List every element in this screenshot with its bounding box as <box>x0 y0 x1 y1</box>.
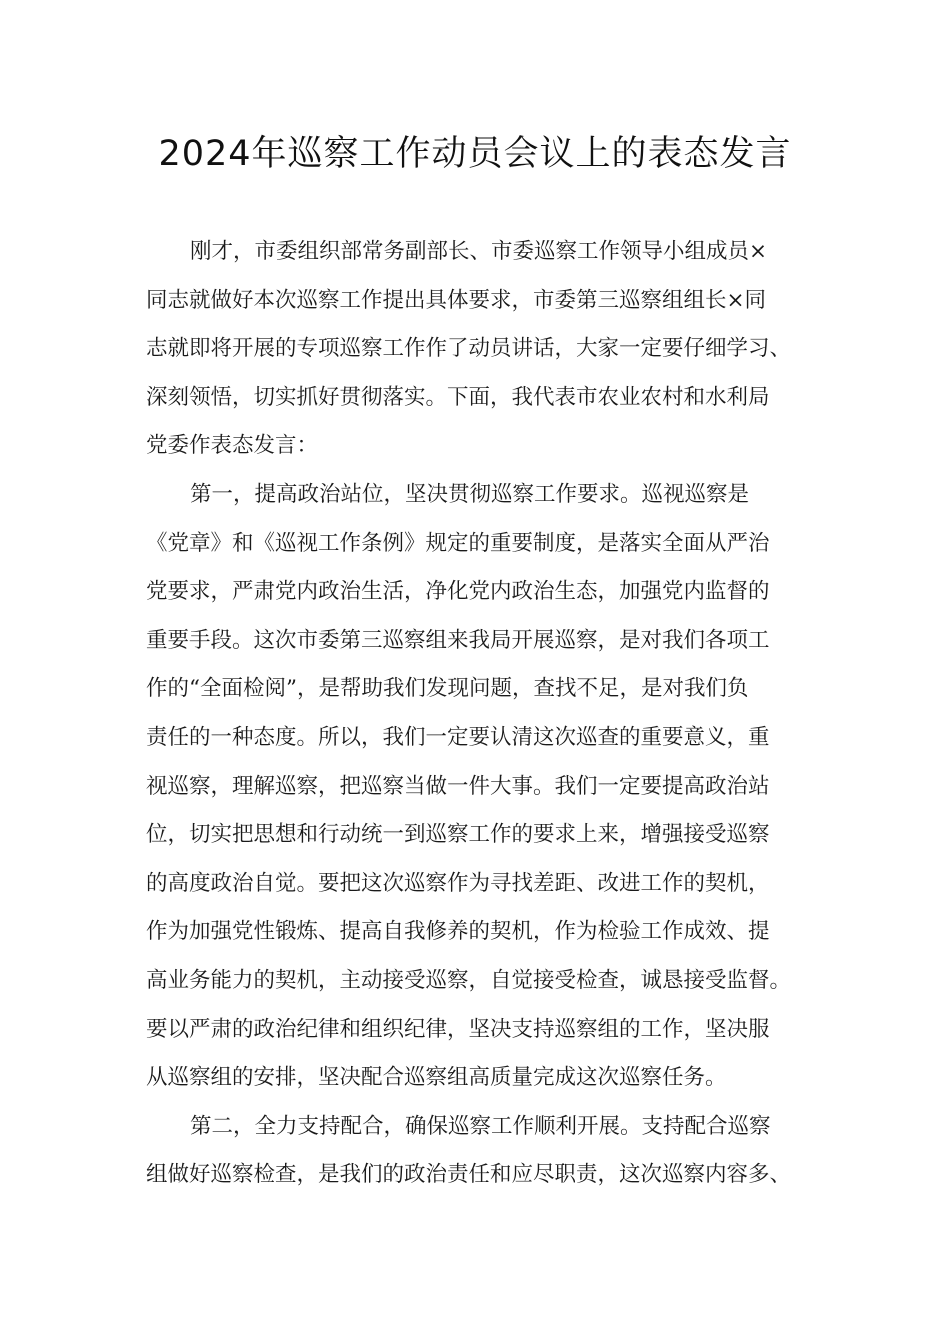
document-body <box>146 228 816 1200</box>
paragraph-line: 作为加强党性锻炼、提高自我修养的契机，作为检验工作成效、提 <box>146 919 770 945</box>
document-title: 2024年巡察工作动员会议上的表态发言 <box>158 134 792 174</box>
paragraph-line: 深刻领悟，切实抓好贯彻落实。下面，我代表市农业农村和水利局 <box>146 384 770 410</box>
paragraph-line: 位，切实把思想和行动统一到巡察工作的要求上来，增强接受巡察 <box>146 822 770 848</box>
paragraph-line: 的高度政治自觉。要把这次巡察作为寻找差距、改进工作的契机， <box>146 870 770 896</box>
paragraph-line: 高业务能力的契机，主动接受巡察，自觉接受检查，诚恳接受监督。 <box>146 967 792 993</box>
paragraph-line: 责任的一种态度。所以，我们一定要认清这次巡查的重要意义，重 <box>146 724 770 750</box>
paragraph-line: 作的“全面检阅”，是帮助我们发现问题，查找不足，是对我们负 <box>146 676 749 702</box>
paragraph-line: 要以严肃的政治纪律和组织纪律，坚决支持巡察组的工作，坚决服 <box>146 1016 770 1042</box>
paragraph-line: 刚才，市委组织部常务副部长、市委巡察工作领导小组成员× <box>190 239 768 264</box>
paragraph-line: 重要手段。这次市委第三巡察组来我局开展巡察，是对我们各项工 <box>146 627 770 653</box>
paragraph-line: 同志就做好本次巡察工作提出具体要求，市委第三巡察组组长×同 <box>146 287 767 313</box>
paragraph-line: 视巡察，理解巡察，把巡察当做一件大事。我们一定要提高政治站 <box>146 773 770 799</box>
paragraph-line: 第一，提高政治站位，坚决贯彻巡察工作要求。巡视巡察是 <box>190 481 750 507</box>
paragraph-line: 志就即将开展的专项巡察工作作了动员讲话，大家一定要仔细学习、 <box>146 336 792 362</box>
paragraph-line: 第二，全力支持配合，确保巡察工作顺利开展。支持配合巡察 <box>190 1113 771 1139</box>
paragraph-line: 从巡察组的安排，坚决配合巡察组高质量完成这次巡察任务。 <box>146 1065 727 1091</box>
paragraph-line: 组做好巡察检查，是我们的政治责任和应尽职责，这次巡察内容多、 <box>146 1162 792 1188</box>
paragraph-line: 党委作表态发言： <box>146 433 319 459</box>
paragraph-line: 《党章》和《巡视工作条例》规定的重要制度，是落实全面从严治 <box>146 530 770 556</box>
paragraph-line: 党要求，严肃党内政治生活，净化党内政治生态，加强党内监督的 <box>146 579 770 605</box>
